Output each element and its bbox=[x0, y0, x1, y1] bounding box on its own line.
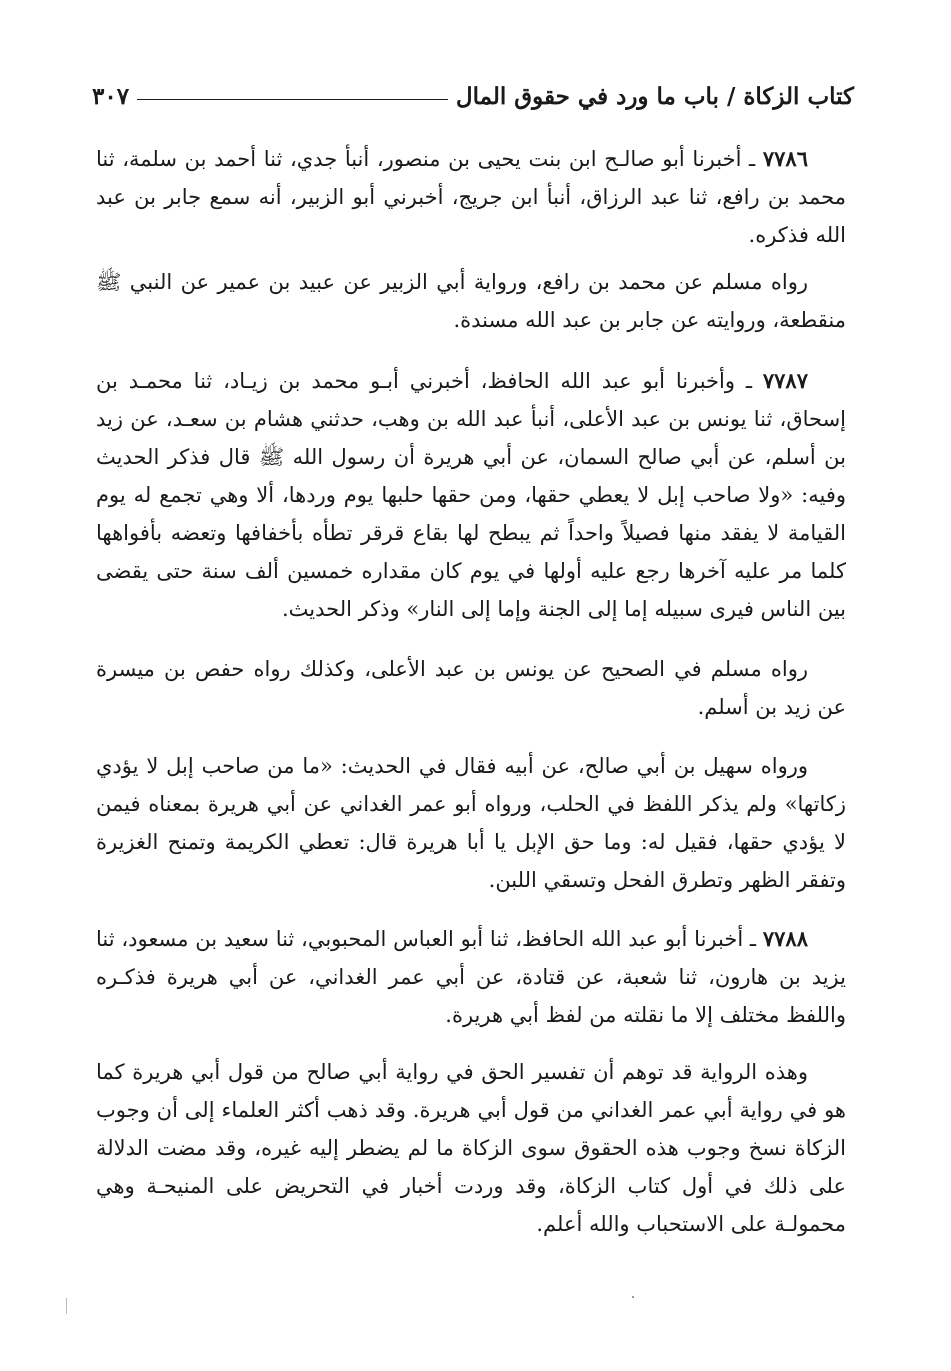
page-number: ٣٠٧ bbox=[92, 82, 130, 110]
commentary-paragraph bbox=[96, 650, 846, 726]
commentary-paragraph bbox=[96, 263, 846, 339]
running-header bbox=[92, 76, 854, 116]
body-text bbox=[96, 140, 846, 1243]
paragraph-text: ورواه سهيل بن أبي صالح، عن أبيه فقال في الحديث: «ما من صاحب إبل لا يؤدي زكاتها» ولم يذكر اللفظ في الحلب، ورواه أبو عمر الغداني عن أبي هريرة بمعناه فيمن لا يؤدي حقها، فقيل له: وما حق الإبل يا أبا هريرة قال: تعطي الكريمة وتمنح الغزيرة وتفقر الظهر وتطرق الفحل وتسقي اللبن. bbox=[96, 754, 846, 892]
hadith-7787 bbox=[96, 362, 846, 628]
hadith-7788 bbox=[96, 920, 846, 1034]
hadith-number: ٧٧٨٧ bbox=[762, 368, 808, 393]
scan-dot bbox=[632, 1296, 634, 1298]
header-rule bbox=[137, 99, 448, 100]
paragraph-text: وهذه الرواية قد توهم أن تفسير الحق في رواية أبي صالح من قول أبي هريرة كما هو في رواية أبي عمر الغداني من قول أبي هريرة. وقد ذهب أكثر العلماء إلى أن وجوب الزكاة نسخ وجوب هذه الحقوق سوى الزكاة ما لم يضطر إليه غيره، وقد مضت الدلالة على ذلك في أول كتاب الزكاة، وقد وردت أخبار في التحريض على المنيحـة وهي محمولـة على الاستحباب والله أعلم. bbox=[96, 1060, 846, 1236]
hadith-number: ٧٧٨٨ bbox=[762, 926, 808, 951]
commentary-paragraph bbox=[96, 1053, 846, 1243]
commentary-paragraph bbox=[96, 747, 846, 899]
scan-mark bbox=[66, 1298, 67, 1314]
paragraph-text: ـ أخبرنا أبو عبد الله الحافظ، ثنا أبو العباس المحبوبي، ثنا سعيد بن مسعود، ثنا يزيد بن هارون، ثنا شعبة، عن قتادة، عن أبي عمر الغداني، عن أبي هريرة فذكـره واللفظ مختلف إلا ما نقلته من لفظ أبي هريرة. bbox=[96, 927, 846, 1027]
paragraph-text: رواه مسلم في الصحيح عن يونس بن عبد الأعلى، وكذلك رواه حفص بن ميسرة عن زيد بن أسلم. bbox=[96, 657, 846, 719]
hadith-7786 bbox=[96, 140, 846, 254]
paragraph-text: ـ أخبرنا أبو صالـح ابن بنت يحيى بن منصور، أنبأ جدي، ثنا أحمد بن سلمة، ثنا محمد بن رافع، ثنا عبد الرزاق، أنبأ ابن جريج، أخبرني أبو الزبير، أنه سمع جابر بن عبد الله فذكره. bbox=[96, 147, 846, 247]
paragraph-text: رواه مسلم عن محمد بن رافع، ورواية أبي الزبير عن عبيد بن عمير عن النبي ﷺ منقطعة، وروايته عن جابر بن عبد الله مسندة. bbox=[96, 270, 846, 332]
header-title: كتاب الزكاة / باب ما ورد في حقوق المال bbox=[455, 82, 854, 110]
hadith-number: ٧٧٨٦ bbox=[762, 146, 808, 171]
paragraph-text: ـ وأخبرنا أبو عبد الله الحافظ، أخبرني أبـو محمد بن زيـاد، ثنا محمـد بن إسحاق، ثنا يونس بن عبد الأعلى، أنبأ عبد الله بن وهب، حدثني هشام بن سعـد، عن زيد بن أسلم، عن أبي صالح السمان، عن أبي هريرة أن رسول الله ﷺ قال فذكر الحديث وفيه: «ولا صاحب إبل لا يعطي حقها، ومن حقها حلبها يوم وردها، ألا وهي تجمع له يوم القيامة لا يفقد منها فصيلاً واحداً ثم يبطح لها بقاع قرقر تطأه بأخفافها وتعضه بأفواهها كلما مر عليه آخرها رجع عليه أولها في يوم كان مقداره خمسين ألف سنة حتى يقضى بين الناس فيرى سبيله إما إلى الجنة وإما إلى النار» وذكر الحديث. bbox=[96, 369, 846, 621]
